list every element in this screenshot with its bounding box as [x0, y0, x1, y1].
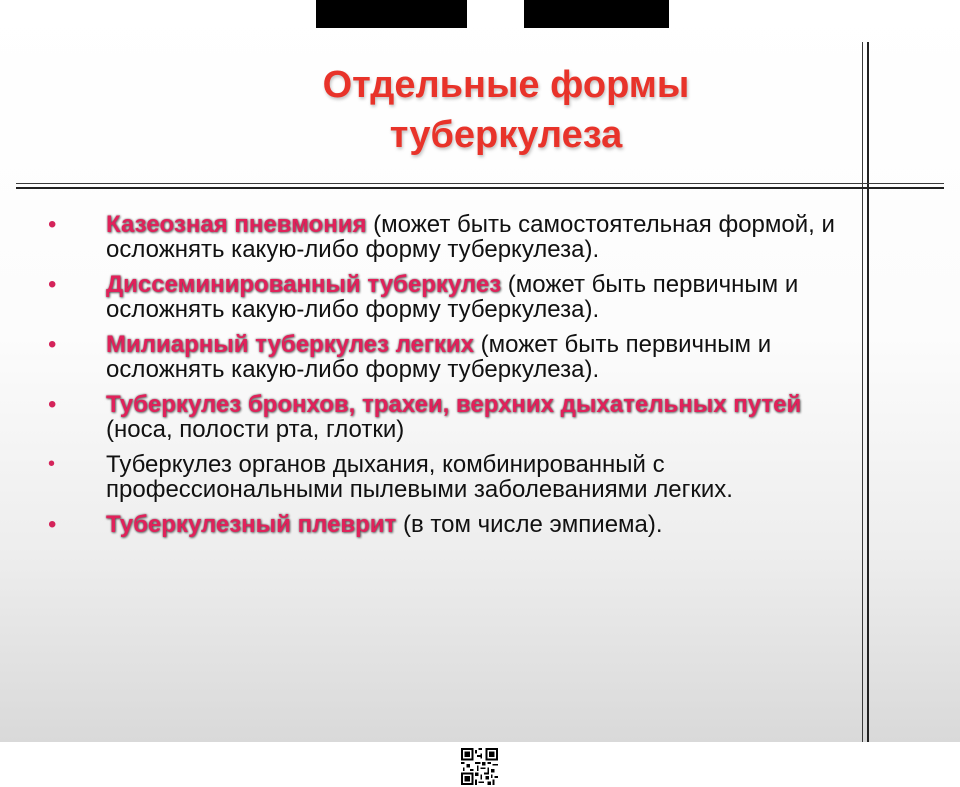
- bullet-highlight: Туберкулез бронхов, трахеи, верхних дыхательных путей: [106, 391, 802, 418]
- bullet-item-miliary-tb: [48, 332, 838, 382]
- bullet-item-caseous-pneumonia: [48, 212, 838, 262]
- bullet-marker: •: [48, 511, 57, 538]
- bullet-marker: •: [48, 331, 57, 358]
- bullet-marker: •: [48, 211, 57, 238]
- redaction-box-left: [316, 0, 467, 28]
- bullet-item-combined-tb: [48, 452, 838, 502]
- bullet-text: (может быть самостоятельная формой, и осложнять какую-либо форму туберкулеза).: [106, 211, 835, 263]
- bullet-item-tb-pleurisy: [48, 512, 838, 537]
- bullet-marker: •: [48, 391, 57, 418]
- bullet-highlight: Туберкулезный плеврит: [106, 511, 397, 538]
- bullet-marker: •: [48, 453, 56, 475]
- bullet-text: Туберкулез органов дыхания, комбинированный с профессиональными пылевыми заболеваниями легких.: [106, 451, 733, 503]
- title-line-1: Отдельные формы: [322, 64, 690, 106]
- horizontal-rule-thin: [16, 183, 944, 184]
- bullet-text: (может быть первичным и осложнять какую-либо форму туберкулеза).: [106, 331, 772, 383]
- bullet-item-airway-tb: [48, 392, 838, 442]
- horizontal-rule-thick: [16, 187, 944, 189]
- title-line-2: туберкулеза: [389, 114, 623, 156]
- vertical-rule-thick: [867, 42, 869, 742]
- bullet-highlight: Казеозная пневмония: [106, 211, 367, 238]
- bullet-marker: •: [48, 271, 57, 298]
- redaction-box-right: [524, 0, 669, 28]
- bullet-highlight: Диссеминированный туберкулез: [106, 271, 502, 298]
- bullet-item-disseminated-tb: [48, 272, 838, 322]
- slide-title: [200, 60, 812, 160]
- vertical-rule-thin: [862, 42, 863, 742]
- qr-code-icon: [461, 748, 498, 785]
- bullet-text: (может быть первичным и осложнять какую-либо форму туберкулеза).: [106, 271, 799, 323]
- bullet-highlight: Милиарный туберкулез легких: [106, 331, 475, 358]
- bullet-text: (в том числе эмпиема).: [396, 511, 663, 538]
- bullet-list: [48, 212, 838, 547]
- bullet-text: (носа, полости рта, глотки): [106, 416, 405, 443]
